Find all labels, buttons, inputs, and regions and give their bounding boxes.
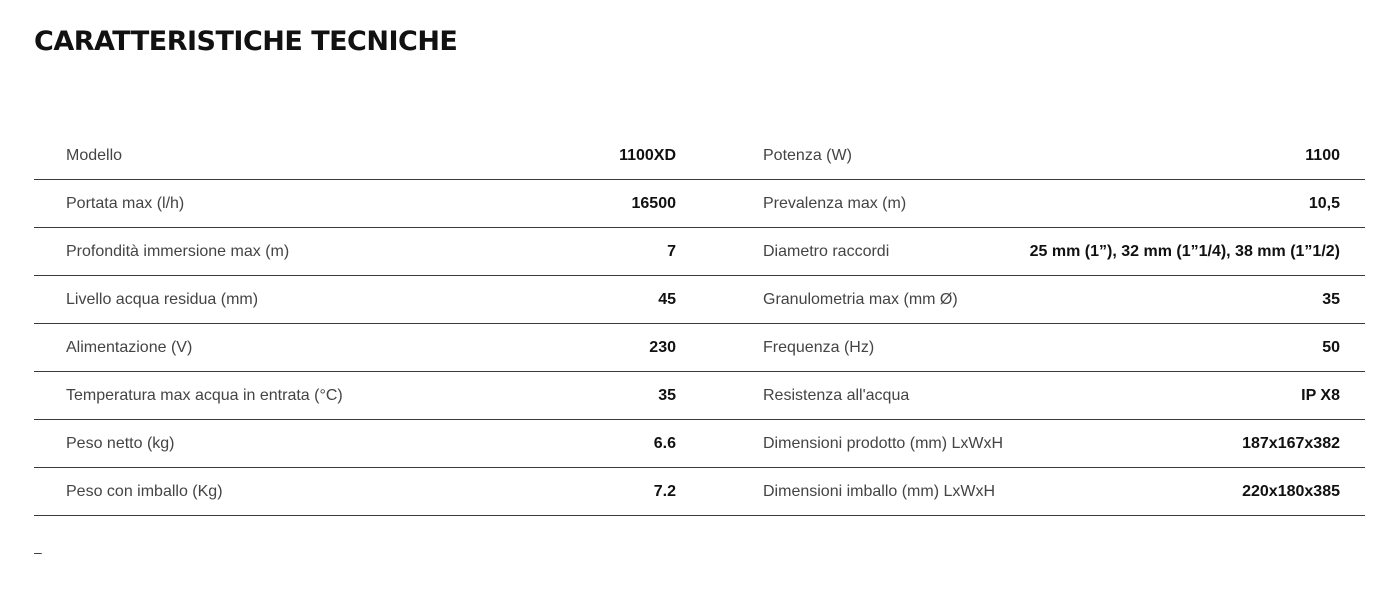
spec-value: 35 <box>1322 291 1340 308</box>
spec-label: Portata max (l/h) <box>66 195 185 212</box>
spec-row <box>34 133 1365 180</box>
spec-value: 1100 <box>1305 147 1340 164</box>
spec-value: 45 <box>658 291 676 308</box>
spec-value: 220x180x385 <box>1242 483 1340 500</box>
spec-label: Dimensioni prodotto (mm) LxWxH <box>763 435 1004 452</box>
spec-label: Livello acqua residua (mm) <box>66 291 259 308</box>
spec-row <box>34 229 1365 276</box>
spec-cell-right <box>676 229 1340 275</box>
spec-label: Alimentazione (V) <box>66 339 193 356</box>
spec-row <box>34 421 1365 468</box>
spec-value: 187x167x382 <box>1242 435 1340 452</box>
spec-cell-right <box>676 421 1340 467</box>
spec-value: 16500 <box>631 195 676 212</box>
spec-label: Diametro raccordi <box>763 243 890 260</box>
spec-value: IP X8 <box>1301 387 1340 404</box>
spec-value: 35 <box>658 387 676 404</box>
spec-value: 230 <box>649 339 676 356</box>
spec-row <box>34 181 1365 228</box>
spec-row <box>34 277 1365 324</box>
spec-cell-right <box>676 325 1340 371</box>
spec-cell-left <box>34 133 676 179</box>
spec-value: 1100XD <box>619 147 676 164</box>
spec-value: 6.6 <box>653 435 676 452</box>
spec-label: Temperatura max acqua in entrata (°C) <box>66 387 343 404</box>
spec-value: 7.2 <box>653 483 676 500</box>
spec-row <box>34 469 1365 516</box>
spec-cell-left <box>34 325 676 371</box>
spec-cell-left <box>34 421 676 467</box>
spec-row <box>34 325 1365 372</box>
spec-cell-left <box>34 181 676 227</box>
spec-cell-left <box>34 229 676 275</box>
spec-value: 10,5 <box>1308 195 1340 212</box>
spec-table <box>34 133 1365 517</box>
spec-cell-right <box>676 373 1340 419</box>
spec-label: Potenza (W) <box>763 147 852 164</box>
spec-cell-left <box>34 469 676 515</box>
spec-cell-left <box>34 277 676 323</box>
spec-label: Granulometria max (mm Ø) <box>763 291 958 308</box>
spec-cell-left <box>34 373 676 419</box>
spec-value: 25 mm (1”), 32 mm (1”1/4), 38 mm (1”1/2) <box>1029 243 1340 260</box>
spec-value: 7 <box>667 243 676 260</box>
spec-label: Resistenza all'acqua <box>763 387 910 404</box>
spec-value: 50 <box>1322 339 1340 356</box>
spec-cell-right <box>676 469 1340 515</box>
spec-label: Profondità immersione max (m) <box>66 243 290 260</box>
spec-label: Peso con imballo (Kg) <box>66 483 223 500</box>
spec-label: Peso netto (kg) <box>66 435 175 452</box>
footer-dash: – <box>34 544 42 560</box>
spec-cell-right <box>676 277 1340 323</box>
page-title: CARATTERISTICHE TECNICHE <box>34 26 458 57</box>
spec-cell-right <box>676 133 1340 179</box>
spec-label: Prevalenza max (m) <box>763 195 907 212</box>
spec-row <box>34 373 1365 420</box>
spec-label: Modello <box>66 147 123 164</box>
spec-label: Frequenza (Hz) <box>763 339 875 356</box>
spec-cell-right <box>676 181 1340 227</box>
spec-label: Dimensioni imballo (mm) LxWxH <box>763 483 996 500</box>
